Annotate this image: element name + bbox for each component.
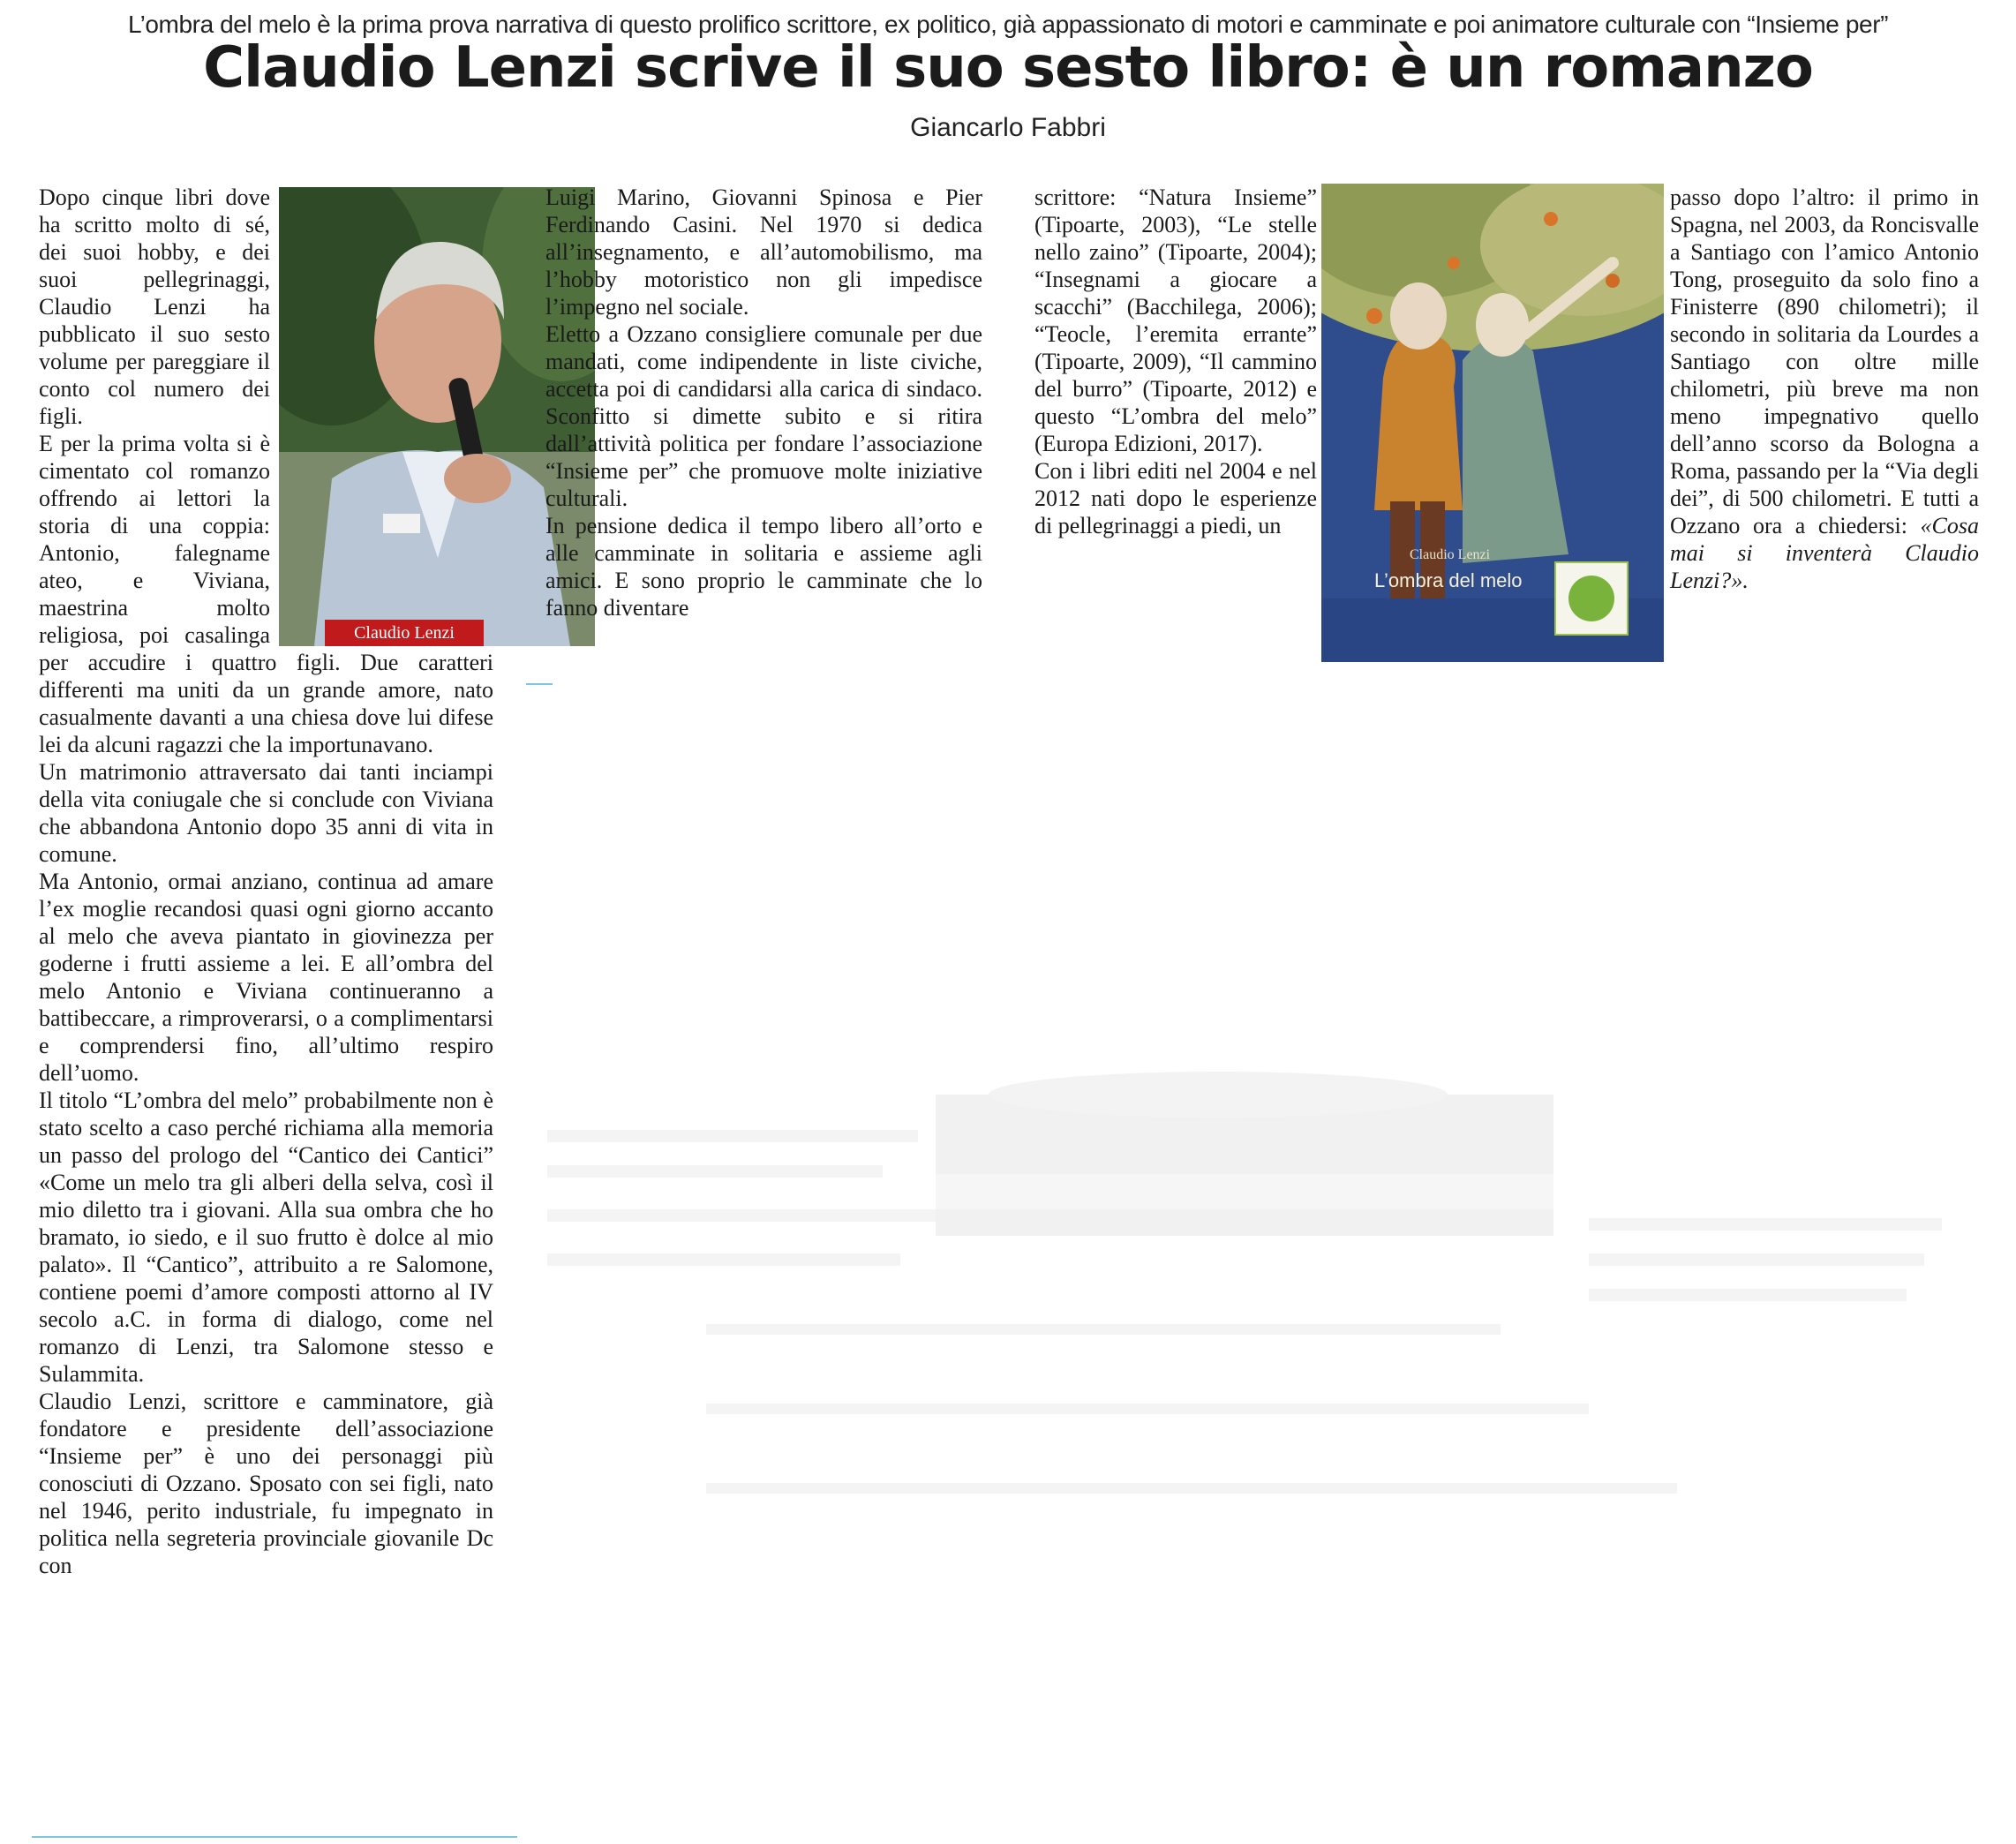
paragraph: Ma Antonio, ormai anziano, continua ad amare l’ex moglie recandosi quasi ogni giorno accanto al melo che aveva piantato in giovinezza per goderne i frutti assieme a lei. E all’ombra del melo Antonio e Viviana continueranno a battibeccare, a rimproverarsi, o a complimentarsi e comprendersi fino, all’ultimo respiro dell’uomo. xyxy=(39,869,493,1086)
divider xyxy=(32,1836,517,1838)
article-column-2 xyxy=(545,184,982,621)
paragraph: In pensione dedica il tempo libero all’orto e alle camminate in solitaria e assieme agli amici. E sono proprio le camminate che lo fanno diventare xyxy=(545,513,982,621)
article-column-4 xyxy=(1670,184,1979,594)
closing-quote: «Cosa mai si inventerà Claudio Lenzi?». xyxy=(1670,513,1980,593)
book-cover xyxy=(1321,184,1664,662)
divider xyxy=(526,683,553,685)
paragraph: Claudio Lenzi, scrittore e camminatore, già fondatore e presidente dell’associazione “Insieme per” è uno dei personaggi più conosciuti di Ozzano. Sposato con sei figli, nato nel 1946, perito industriale, fu impegnato in politica nella segreteria provinciale giovanile Dc con xyxy=(39,1389,493,1578)
publisher-logo-icon xyxy=(1554,561,1629,636)
paragraph: Il titolo “L’ombra del melo” probabilmente non è stato scelto a caso perché richiama alla memoria un passo del prologo del “Cantico dei Cantici” «Come un melo tra gli alberi della selva, così il mio diletto tra i giovani. Alla sua ombra che ho bramato, io siedo, e il suo frutto è dolce al mio palato». Il “Cantico”, attribuito a re Salomone, contiene poemi d’amore composti attorno al IV secolo a.C. in forma di dialogo, come nel romanzo di Lenzi, tra Salomone stesso e Sulammita. xyxy=(39,1088,493,1387)
paragraph: E per la prima volta si è cimentato col romanzo offrendo ai lettori la storia di una coppia: Antonio, falegname ateo, e Viviana, maestrina molto religiosa, poi casalinga per accudire i quattro figli. Due caratteri differenti ma uniti da un grande amore, nato casualmente davanti a una chiesa dove lui difese lei da alcuni ragazzi che la importunavano. xyxy=(39,431,493,757)
cover-author: Claudio Lenzi xyxy=(1410,547,1491,562)
paragraph-text: Dopo cinque libri dove ha scritto molto di sé, dei suoi hobby, e dei suoi pellegrinaggi, Claudio Lenzi ha pubblicato il suo sesto volume per pareggiare il conto col numero dei figli. xyxy=(39,184,270,429)
paragraph: Con i libri editi nel 2004 e nel 2012 nati dopo le esperienze di pellegrinaggi a piedi, un xyxy=(1034,458,1317,538)
article-kicker: L’ombra del melo è la prima prova narrativa di questo prolifico scrittore, ex politico, già appassionato di motori e camminate e poi animatore culturale con “Insieme per” xyxy=(127,11,1889,38)
paragraph: Luigi Marino, Giovanni Spinosa e Pier Ferdinando Casini. Nel 1970 si dedica all’insegnamento, e all’automobilismo, ma l’hobby motoristico non gli impedisce l’impegno nel sociale. xyxy=(545,184,982,320)
photo-caption: Claudio Lenzi xyxy=(325,620,484,646)
paragraph-text: passo dopo l’altro: il primo in Spagna, nel 2003, da Roncisvalle a Santiago con l’amico Antonio Tong, proseguito da solo fino a Finisterre (890 chilometri); il secondo in solitaria da Lourdes a Santiago con oltre mille chilometri, più breve ma non meno impegnativo quello dell’anno scorso da Bologna a Roma, passando per la “Via degli dei”, di 500 chilometri. E tutti a Ozzano ora a chiedersi: xyxy=(1670,184,1979,538)
paragraph: Eletto a Ozzano consigliere comunale per due mandati, come indipendente in liste civiche, accetta poi di candidarsi alla carica di sindaco. Sconfitto si dimette subito e si ritira dall’attività politica per fondare l’associazione “Insieme per” che promuove molte iniziative culturali. xyxy=(545,321,982,511)
show-through-background xyxy=(530,794,2012,1836)
cover-title: L’ombra del melo xyxy=(1374,569,1523,591)
article-headline: Claudio Lenzi scrive il suo sesto libro: è un romanzo xyxy=(203,35,1813,101)
paragraph: Un matrimonio attraversato dai tanti inciampi della vita coniugale che si conclude con Viviana che abbandona Antonio dopo 35 anni di vita in comune. xyxy=(39,759,493,867)
article-column-1 xyxy=(39,184,493,1579)
article-byline: Giancarlo Fabbri xyxy=(910,113,1106,142)
paragraph xyxy=(1670,184,1979,594)
article-column-3 xyxy=(1034,184,1317,539)
paragraph: scrittore: “Natura Insieme” (Tipoarte, 2003), “Le stelle nello zaino” (Tipoarte, 2004); “Insegnami a giocare a scacchi” (Bacchilega, 2006); “Teocle, l’eremita errante” (Tipoarte, 2009), “Il cammino del burro” (Tipoarte, 2012) e questo “L’ombra del melo” (Europa Edizioni, 2017). xyxy=(1034,184,1317,456)
